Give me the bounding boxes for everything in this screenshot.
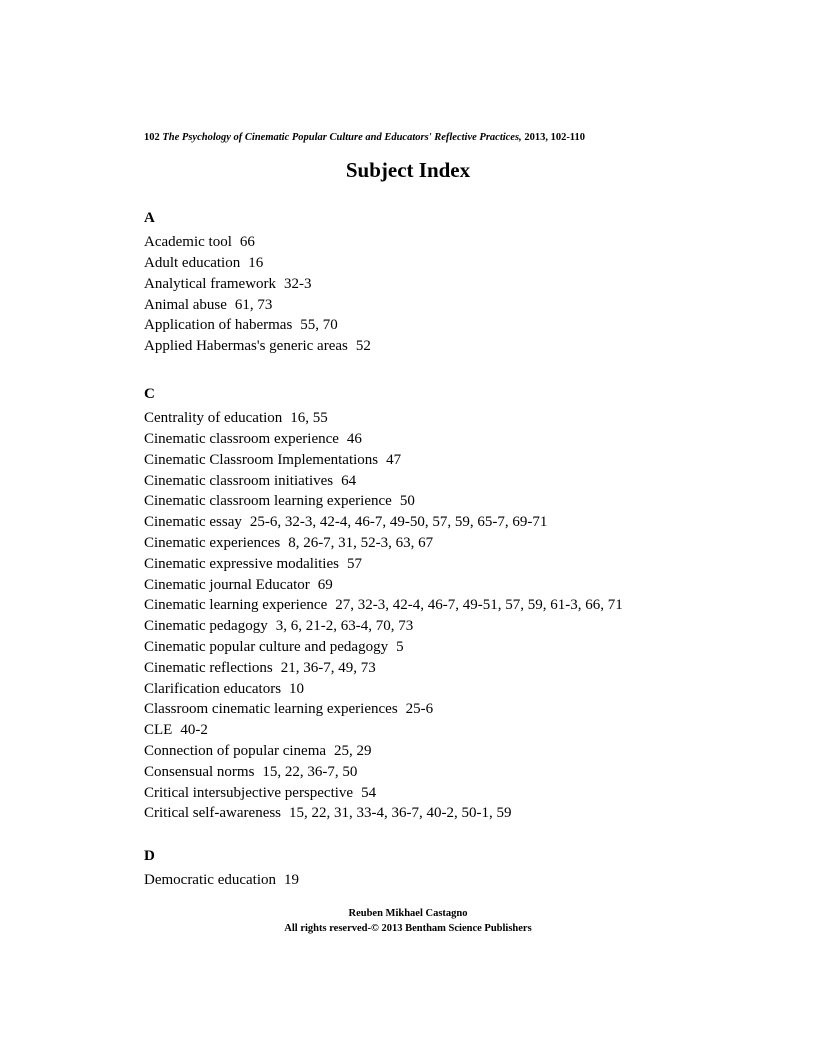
index-entry bbox=[144, 595, 623, 616]
index-entry bbox=[144, 232, 371, 253]
entry-pages: 47 bbox=[386, 451, 402, 468]
entry-pages: 16 bbox=[248, 255, 264, 272]
entry-term: Consensual norms bbox=[144, 763, 255, 780]
index-entry bbox=[144, 762, 623, 783]
index-entry bbox=[144, 295, 371, 316]
entry-term: CLE bbox=[144, 722, 173, 739]
footer-author: Reuben Mikhael Castagno bbox=[348, 908, 468, 919]
entry-term: Clarification educators bbox=[144, 680, 282, 697]
entry-pages: 27, 32-3, 42-4, 46-7, 49-51, 57, 59, 61-3, 66, 71 bbox=[335, 597, 623, 614]
entry-term: Classroom cinematic learning experiences bbox=[144, 701, 398, 718]
entry-pages: 69 bbox=[317, 576, 333, 593]
index-section-a bbox=[144, 208, 371, 357]
entry-pages: 15, 22, 31, 33-4, 36-7, 40-2, 50-1, 59 bbox=[289, 805, 512, 822]
entry-term: Critical intersubjective perspective bbox=[144, 784, 354, 801]
entry-term: Adult education bbox=[144, 255, 241, 272]
index-entry bbox=[144, 720, 623, 741]
entry-pages: 61, 73 bbox=[234, 296, 273, 313]
entry-pages: 10 bbox=[289, 680, 305, 697]
index-entry bbox=[144, 699, 623, 720]
entry-pages: 21, 36-7, 49, 73 bbox=[280, 659, 376, 676]
footer bbox=[0, 907, 816, 936]
entry-term: Analytical framework bbox=[144, 275, 277, 292]
entry-pages: 25, 29 bbox=[334, 743, 372, 760]
index-entry bbox=[144, 274, 371, 295]
index-entry bbox=[144, 870, 299, 891]
index-entry bbox=[144, 533, 623, 554]
entry-pages: 57 bbox=[346, 555, 362, 572]
index-entry bbox=[144, 783, 623, 804]
entry-term: Connection of popular cinema bbox=[144, 743, 327, 760]
entry-term: Cinematic reflections bbox=[144, 659, 273, 676]
entry-pages: 25-6, 32-3, 42-4, 46-7, 49-50, 57, 59, 65-7, 69-71 bbox=[249, 514, 548, 531]
entry-term: Cinematic expressive modalities bbox=[144, 555, 339, 572]
index-entry bbox=[144, 471, 623, 492]
book-title: The Psychology of Cinematic Popular Culture and Educators' Reflective Practices, bbox=[162, 132, 522, 143]
entry-term: Cinematic pedagogy bbox=[144, 618, 268, 635]
index-entry bbox=[144, 450, 623, 471]
index-entry bbox=[144, 491, 623, 512]
entry-pages: 50 bbox=[399, 493, 415, 510]
running-head bbox=[144, 132, 585, 143]
index-entry bbox=[144, 741, 623, 762]
entry-pages: 40-2 bbox=[180, 722, 208, 739]
section-letter: D bbox=[144, 848, 155, 864]
index-entry bbox=[144, 803, 623, 824]
entry-pages: 25-6 bbox=[405, 701, 434, 718]
index-entry bbox=[144, 336, 371, 357]
entry-pages: 5 bbox=[396, 639, 404, 656]
index-entry bbox=[144, 554, 623, 575]
index-section-d bbox=[144, 846, 299, 891]
index-entry bbox=[144, 616, 623, 637]
entry-pages: 46 bbox=[346, 431, 362, 448]
entry-term: Application of habermas bbox=[144, 317, 293, 334]
entry-term: Democratic education bbox=[144, 872, 277, 889]
entry-term: Cinematic experiences bbox=[144, 535, 281, 552]
entry-term: Cinematic essay bbox=[144, 514, 242, 531]
section-letter: A bbox=[144, 210, 155, 226]
entry-pages: 8, 26-7, 31, 52-3, 63, 67 bbox=[288, 535, 434, 552]
entry-term: Cinematic journal Educator bbox=[144, 576, 310, 593]
index-entry bbox=[144, 429, 623, 450]
index-entry bbox=[144, 408, 623, 429]
entry-pages: 15, 22, 36-7, 50 bbox=[262, 763, 358, 780]
entry-term: Cinematic classroom initiatives bbox=[144, 472, 334, 489]
entry-pages: 16, 55 bbox=[290, 410, 328, 427]
index-section-c bbox=[144, 384, 623, 824]
index-entry bbox=[144, 315, 371, 336]
entry-term: Cinematic Classroom Implementations bbox=[144, 451, 379, 468]
section-letter: C bbox=[144, 386, 155, 402]
index-entry bbox=[144, 658, 623, 679]
footer-rights: All rights reserved-© 2013 Bentham Science Publishers bbox=[284, 922, 532, 934]
index-entry bbox=[144, 253, 371, 274]
entry-term: Centrality of education bbox=[144, 410, 283, 427]
entry-pages: 54 bbox=[361, 784, 377, 801]
page-title: Subject Index bbox=[345, 158, 471, 182]
entry-term: Academic tool bbox=[144, 234, 232, 251]
entry-term: Animal abuse bbox=[144, 296, 227, 313]
entry-term: Applied Habermas's generic areas bbox=[144, 338, 348, 355]
entry-term: Critical self-awareness bbox=[144, 805, 282, 822]
page-number: 102 bbox=[144, 132, 160, 143]
entry-pages: 55, 70 bbox=[300, 317, 338, 334]
index-entry bbox=[144, 679, 623, 700]
index-entry bbox=[144, 512, 623, 533]
citation: 2013, 102-110 bbox=[524, 132, 585, 143]
entry-pages: 64 bbox=[341, 472, 357, 489]
entry-pages: 3, 6, 21-2, 63-4, 70, 73 bbox=[275, 618, 414, 635]
index-entry bbox=[144, 637, 623, 658]
entry-term: Cinematic classroom experience bbox=[144, 431, 339, 448]
entry-term: Cinematic learning experience bbox=[144, 597, 328, 614]
entry-pages: 19 bbox=[284, 872, 300, 889]
entry-term: Cinematic classroom learning experience bbox=[144, 493, 392, 510]
entry-pages: 32-3 bbox=[284, 275, 312, 292]
entry-pages: 52 bbox=[355, 338, 371, 355]
entry-pages: 66 bbox=[239, 234, 255, 251]
entry-term: Cinematic popular culture and pedagogy bbox=[144, 639, 389, 656]
index-entry bbox=[144, 575, 623, 596]
